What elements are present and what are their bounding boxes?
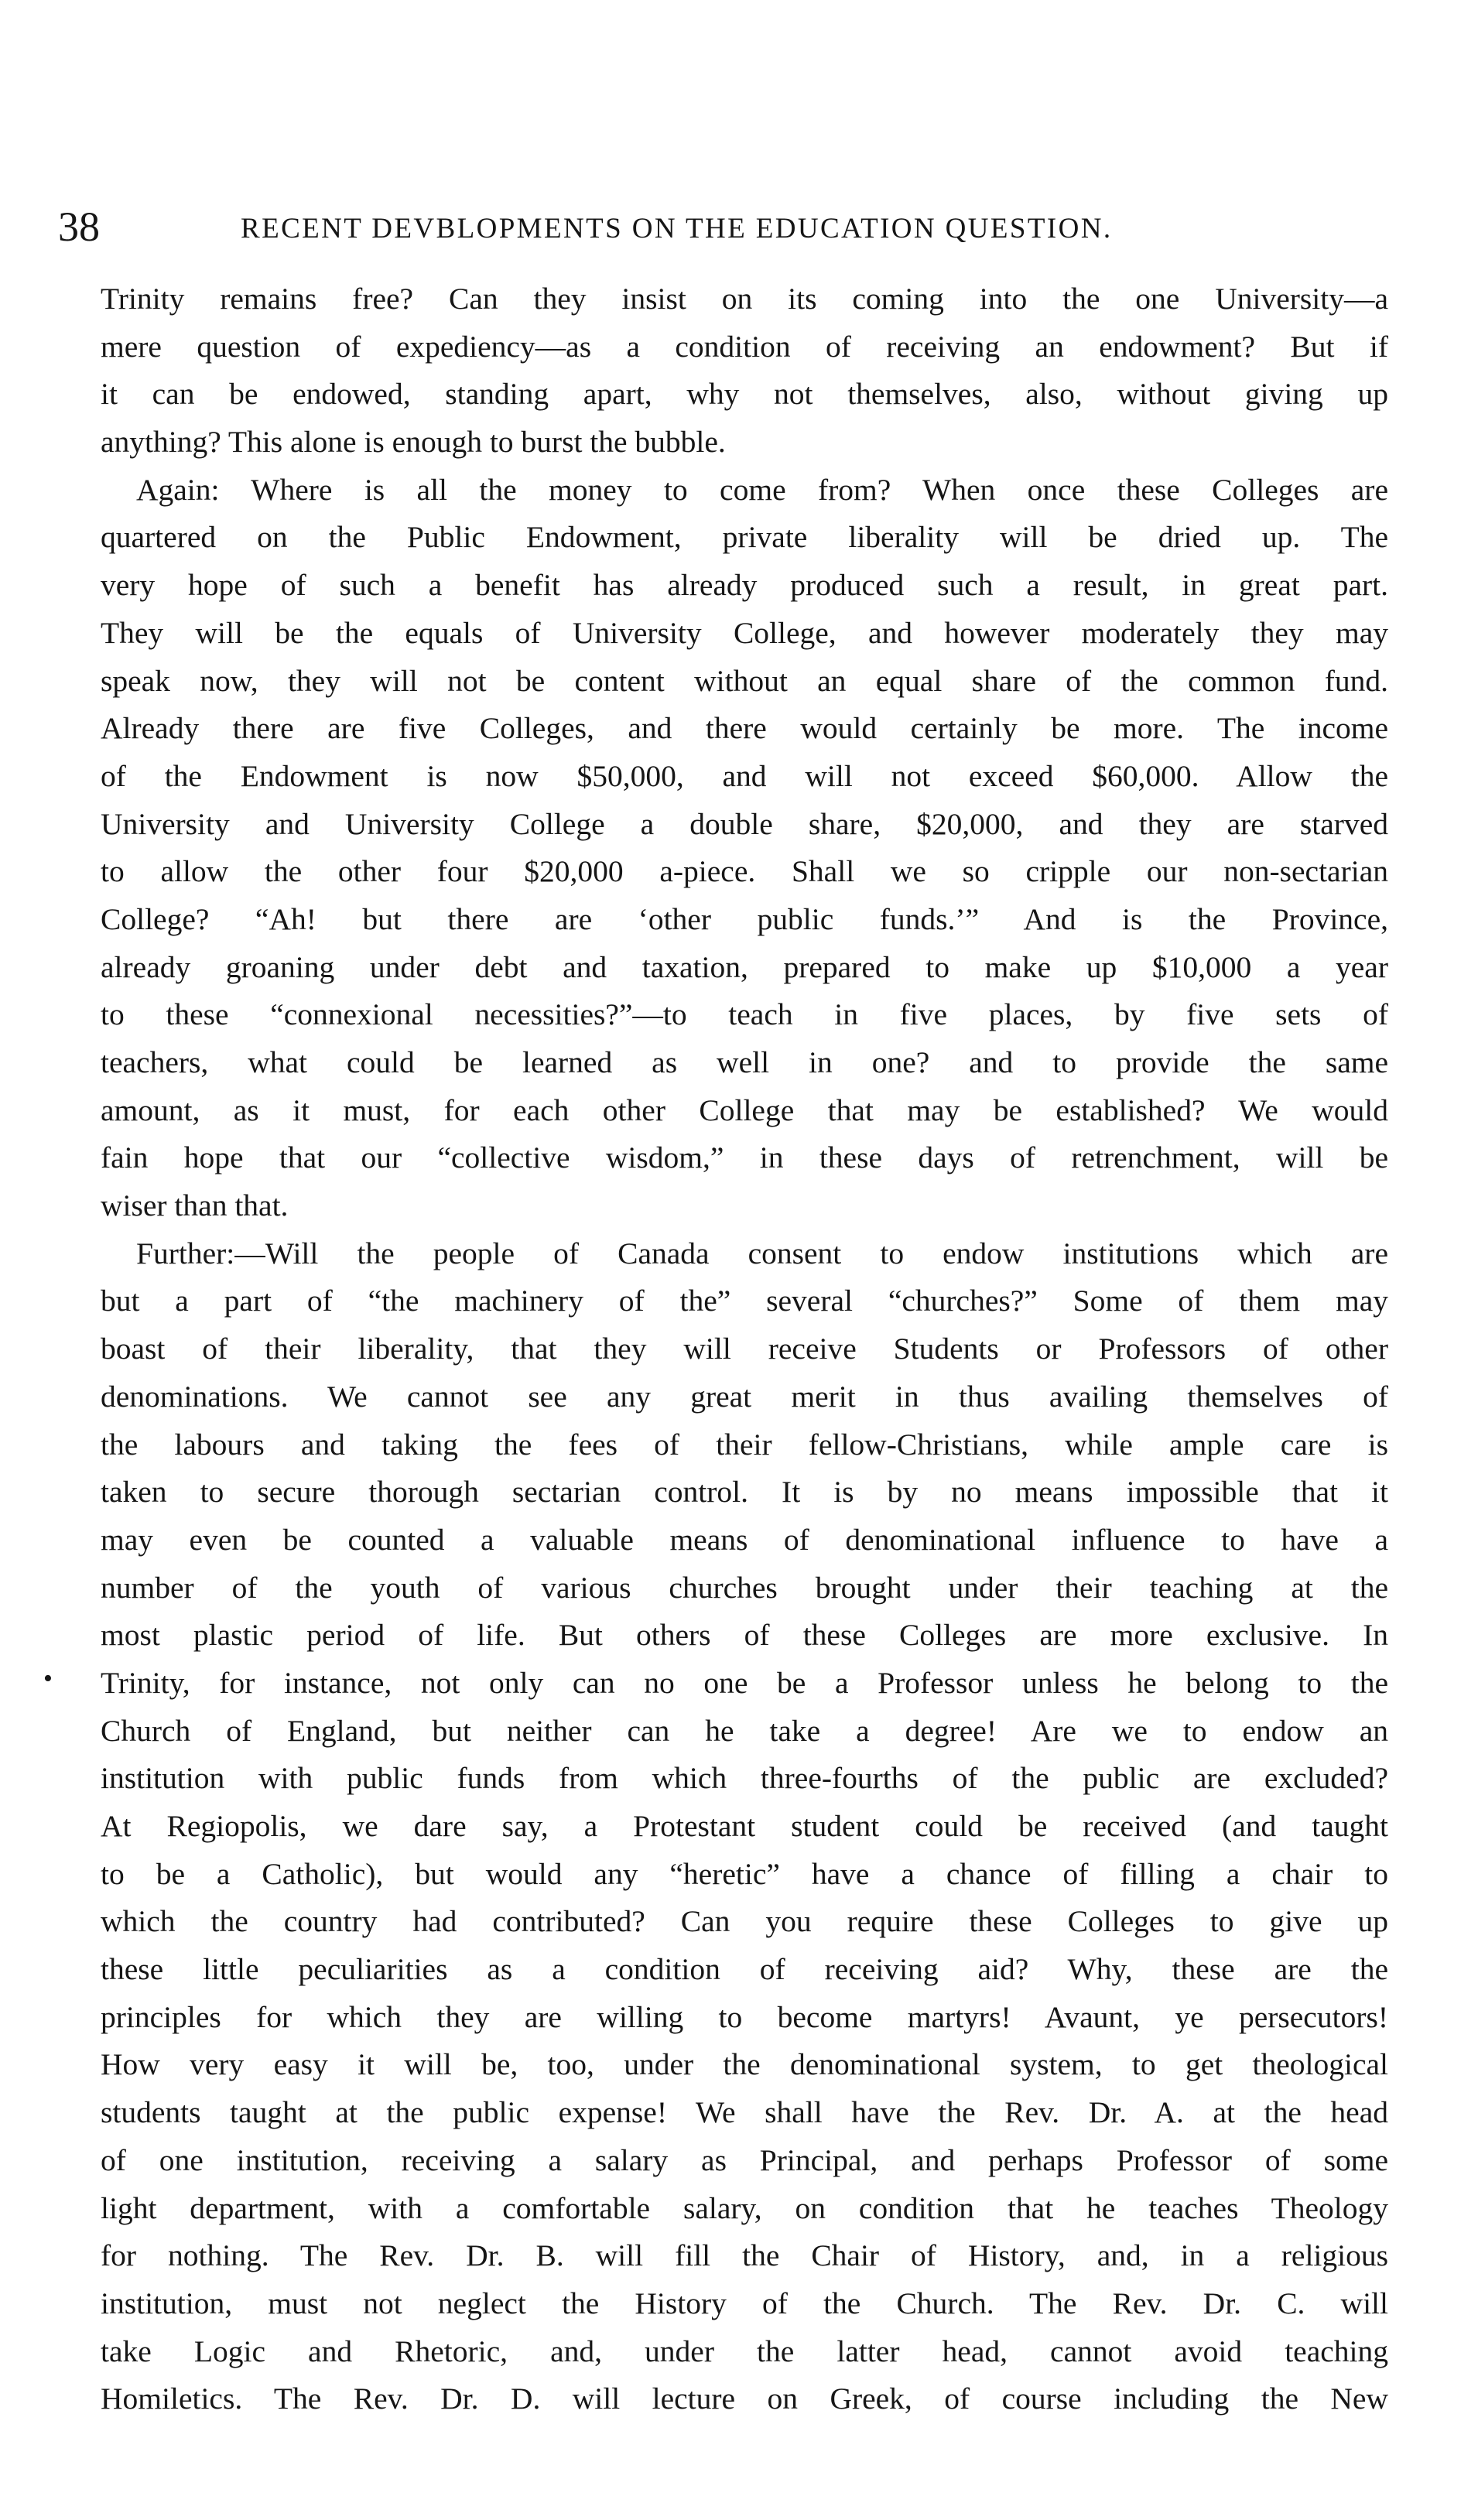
text-line: for nothing. The Rev. Dr. B. will fill the Chair of History, and, in a religious	[101, 2238, 1388, 2273]
text-line: taken to secure thorough sectarian control. It is by no means impossible that it	[101, 1475, 1388, 1510]
text-line: denominations. We cannot see any great merit in thus availing themselves of	[101, 1379, 1388, 1414]
text-line: Homiletics. The Rev. Dr. D. will lecture on Greek, of course including the New	[101, 2382, 1388, 2416]
text-line: students taught at the public expense! We shall have the Rev. Dr. A. at the head	[101, 2095, 1388, 2130]
text-line: very hope of such a benefit has already produced such a result, in great part.	[101, 568, 1388, 603]
text-line: these little peculiarities as a condition of receiving aid? Why, these are the	[101, 1952, 1388, 1987]
text-line: teachers, what could be learned as well in one? and to provide the same	[101, 1045, 1388, 1079]
text-line: light department, with a comfortable salary, on condition that he teaches Theology	[101, 2190, 1388, 2225]
text-line: amount, as it must, for each other College that may be established? We would	[101, 1092, 1388, 1127]
text-line: it can be endowed, standing apart, why not themselves, also, without giving up	[101, 377, 1388, 412]
text-line: Trinity remains free? Can they insist on its coming into the one University—a	[101, 282, 1388, 316]
text-line: speak now, they will not be content without an equal share of the common fund.	[101, 663, 1388, 698]
text-line: fain hope that our “collective wisdom,” in these days of retrenchment, will be	[101, 1140, 1388, 1175]
text-line: number of the youth of various churches brought under their teaching at the	[101, 1570, 1388, 1605]
text-line: which the country had contributed? Can you require these Colleges to give up	[101, 1904, 1388, 1939]
text-line: Already there are five Colleges, and there would certainly be more. The income	[101, 711, 1388, 746]
text-line: quartered on the Public Endowment, private liberality will be dried up. The	[101, 520, 1388, 555]
text-line: institution, must not neglect the History of the Church. The Rev. Dr. C. will	[101, 2286, 1388, 2320]
text-line: take Logic and Rhetoric, and, under the latter head, cannot avoid teaching	[101, 2334, 1388, 2368]
text-line: of the Endowment is now $50,000, and will not exceed $60,000. Allow the	[101, 758, 1388, 793]
text-line: boast of their liberality, that they will receive Students or Professors of other	[101, 1332, 1388, 1366]
paragraph-start-line: Again: Where is all the money to come from? When once these Colleges are	[136, 472, 1388, 507]
page-number: 38	[58, 203, 100, 250]
text-line: University and University College a double share, $20,000, and they are starved	[101, 806, 1388, 841]
text-line: They will be the equals of University College, and however moderately they may	[101, 615, 1388, 650]
text-line: the labours and taking the fees of their fellow-Christians, while ample care is	[101, 1427, 1388, 1462]
text-line: but a part of “the machinery of the” several “churches?” Some of them may	[101, 1284, 1388, 1318]
running-title: RECENT DEVBLOPMENTS ON THE EDUCATION QUESTION.	[241, 213, 1113, 244]
text-line: How very easy it will be, too, under the denominational system, to get theological	[101, 2047, 1388, 2082]
text-line: to these “connexional necessities?”—to teach in five places, by five sets of	[101, 997, 1388, 1032]
text-line: College? “Ah! but there are ‘other public funds.’” And is the Province,	[101, 901, 1388, 936]
running-head	[58, 200, 1389, 254]
text-line: mere question of expediency—as a condition of receiving an endowment? But if	[101, 329, 1388, 364]
margin-mark: •	[43, 1664, 53, 1693]
text-line: already groaning under debt and taxation, prepared to make up $10,000 a year	[101, 949, 1388, 984]
text-line: may even be counted a valuable means of denominational influence to have a	[101, 1522, 1388, 1557]
text-line: to allow the other four $20,000 a-piece. Shall we so cripple our non-sectarian	[101, 854, 1388, 889]
text-line: institution with public funds from which three-fourths of the public are excluded?	[101, 1761, 1388, 1796]
body-text	[101, 275, 1388, 2423]
text-line: of one institution, receiving a salary as Principal, and perhaps Professor of some	[101, 2142, 1388, 2177]
text-line: to be a Catholic), but would any “heretic” have a chance of filling a chair to	[101, 1856, 1388, 1891]
text-line: most plastic period of life. But others of these Colleges are more exclusive. In	[101, 1618, 1388, 1653]
text-line: anything? This alone is enough to burst the bubble.	[101, 425, 726, 460]
paragraph-start-line: Further:—Will the people of Canada consent to endow institutions which are	[136, 1236, 1388, 1270]
text-line: Church of England, but neither can he take a degree! Are we to endow an	[101, 1713, 1388, 1748]
text-line: At Regiopolis, we dare say, a Protestant student could be received (and taught	[101, 1809, 1388, 1843]
text-line: Trinity, for instance, not only can no one be a Professor unless he belong to the	[101, 1665, 1388, 1700]
text-line: wiser than that.	[101, 1188, 289, 1223]
text-line: principles for which they are willing to become martyrs! Avaunt, ye persecutors!	[101, 1999, 1388, 2034]
